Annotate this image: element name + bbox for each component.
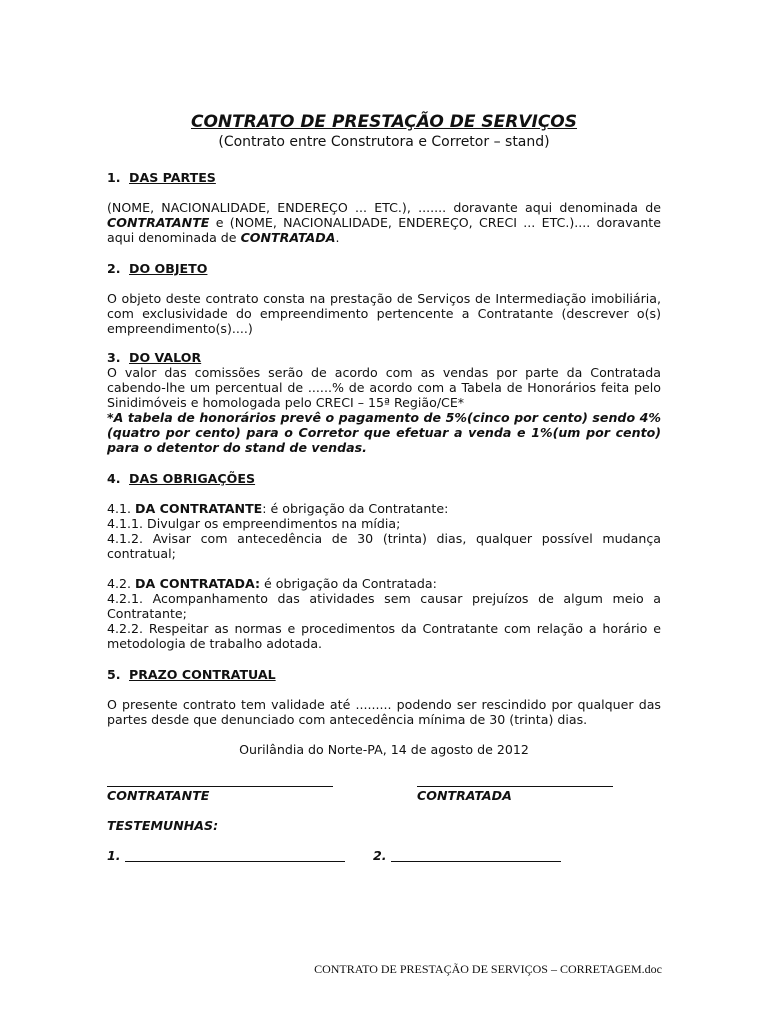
witness-2-number: 2.: [373, 848, 387, 863]
item-text: é obrigação da Contratada:: [260, 576, 437, 591]
valor-paragraph: O valor das comissões serão de acordo com as vendas por parte da Contratada cabendo-lhe um percentual de ......% de acordo com a Tabela de Honorários feita pelo Sinidimóveis e homologada pelo CRECI – 15ª Região/CE*: [107, 365, 661, 410]
contratante-label: DA CONTRATANTE: [135, 501, 263, 516]
prazo-paragraph: O presente contrato tem validade até ......... podendo ser rescindido por qualquer das partes desde que denunciado com antecedência mínima de 30 (trinta) dias.: [107, 697, 661, 727]
partes-line-2: [107, 215, 661, 230]
obrigacao-item-4-1-1: 4.1.1. Divulgar os empreendimentos na mídia;: [107, 516, 401, 531]
obrigacao-item-4-1-2: 4.1.2. Avisar com antecedência de 30 (trinta) dias, qualquer possível mudança contratual;: [107, 531, 661, 561]
section-number: 1.: [107, 170, 121, 185]
section-heading-valor: [107, 350, 201, 365]
witness-2-signature-line: [391, 861, 561, 862]
section-heading-objeto: [107, 261, 207, 276]
section-title: PRAZO CONTRATUAL: [129, 667, 276, 682]
obrigacao-item-4-2-1: 4.2.1. Acompanhamento das atividades sem causar prejuízos de algum meio a Contratante;: [107, 591, 661, 621]
objeto-paragraph: O objeto deste contrato consta na prestação de Serviços de Intermediação imobiliária, com exclusividade do empreendimento pertencente a Contratante (descrever o(s) empreendimento(s)....): [107, 291, 661, 336]
partes-line-1: (NOME, NACIONALIDADE, ENDEREÇO ... ETC.), ....... doravante aqui denominada de: [107, 200, 661, 215]
document-footer: CONTRATO DE PRESTAÇÃO DE SERVIÇOS – CORRETAGEM.doc: [314, 962, 662, 976]
document-title: CONTRATO DE PRESTAÇÃO DE SERVIÇOS: [190, 112, 578, 132]
contratante-term: CONTRATANTE: [107, 215, 210, 230]
document-subtitle: (Contrato entre Construtora e Corretor – stand): [218, 134, 550, 150]
section-number: 3.: [107, 350, 121, 365]
section-number: 2.: [107, 261, 121, 276]
witness-1-number: 1.: [107, 848, 121, 863]
obrigacao-contratada-heading: [107, 576, 661, 591]
section-title: DAS OBRIGAÇÕES: [129, 471, 256, 486]
contratada-signature-line: [417, 786, 613, 787]
item-number: 4.1.: [107, 501, 136, 516]
section-title: DO VALOR: [129, 350, 202, 365]
partes-line-2-text: e (NOME, NACIONALIDADE, ENDEREÇO, CRECI ... ETC.).... doravante: [209, 215, 661, 230]
partes-line-3-text: aqui denominada de: [107, 230, 241, 245]
valor-note: *A tabela de honorários prevê o pagamento de 5%(cinco por cento) sendo 4% (quatro por cento) para o Corretor que efetuar a venda e 1%(um por cento) para o detentor do stand de vendas.: [107, 410, 661, 455]
contratada-signature-label: CONTRATADA: [417, 788, 512, 803]
section-number: 5.: [107, 667, 121, 682]
section-number: 4.: [107, 471, 121, 486]
section-title: DAS PARTES: [129, 170, 216, 185]
partes-line-3-end: .: [335, 230, 340, 245]
partes-line-3: [107, 230, 661, 245]
item-text: : é obrigação da Contratante:: [262, 501, 449, 516]
obrigacao-contratante-heading: [107, 501, 661, 516]
contratante-signature-line: [107, 786, 333, 787]
section-heading-obrigacoes: [107, 471, 255, 486]
witnesses-label: TESTEMUNHAS:: [107, 818, 219, 833]
contratada-label: DA CONTRATADA:: [135, 576, 261, 591]
place-and-date: Ourilândia do Norte-PA, 14 de agosto de 2012: [239, 742, 529, 757]
item-number: 4.2.: [107, 576, 136, 591]
contratada-term: CONTRATADA: [240, 230, 336, 245]
section-title: DO OBJETO: [129, 261, 208, 276]
section-heading-prazo: [107, 667, 276, 682]
contratante-signature-label: CONTRATANTE: [107, 788, 210, 803]
obrigacao-item-4-2-2: 4.2.2. Respeitar as normas e procedimentos da Contratante com relação a horário e metodologia de trabalho adotada.: [107, 621, 661, 651]
section-heading-partes: [107, 170, 216, 185]
witness-1-signature-line: [125, 861, 345, 862]
